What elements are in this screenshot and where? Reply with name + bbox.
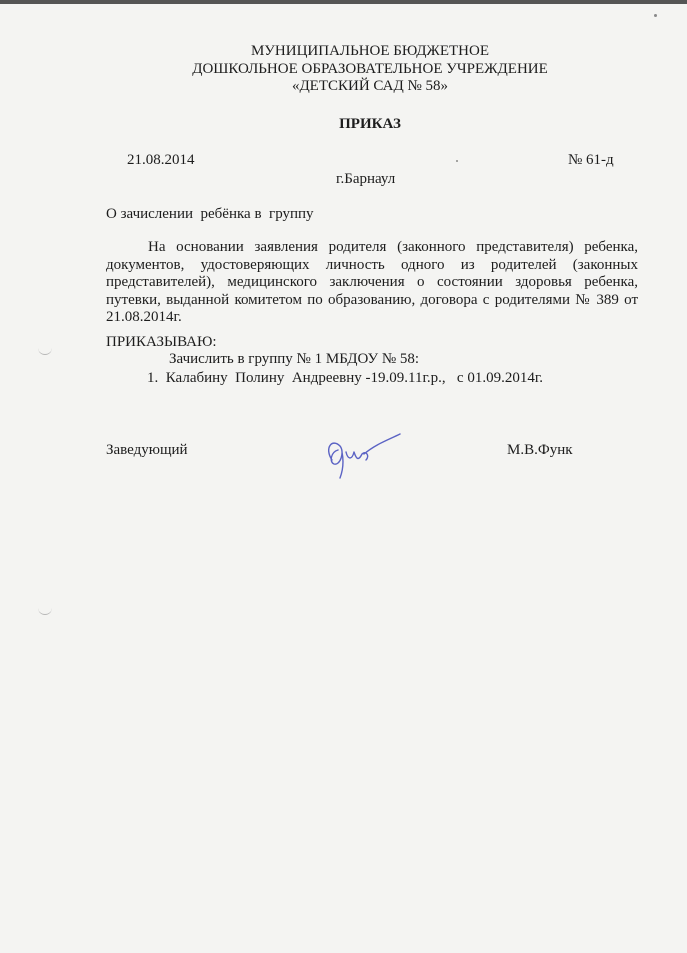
scan-speck [456,160,458,162]
punch-hole-mark [38,604,52,615]
signatory-position: Заведующий [106,442,188,458]
handwritten-signature [318,426,402,482]
document-number: № 61-д [568,152,614,168]
punch-hole-mark [38,344,52,355]
organization-line-3: «ДЕТСКИЙ САД № 58» [291,78,449,94]
organization-line-2: ДОШКОЛЬНОЕ ОБРАЗОВАТЕЛЬНОЕ УЧРЕЖДЕНИЕ [192,60,548,77]
organization-line-1: МУНИЦИПАЛЬНОЕ БЮДЖЕТНОЕ [250,43,490,59]
basis-paragraph: На основании заявления родителя (законного представителя) ребенка, документов, удостоверяющих личность одного из родителей (законных представителей), медицинского заключения о состоянии здоровья ребенка, путевки, выданной комитетом по образованию, договора с родителями № 389 от 21.08.2014г. [106,239,638,325]
enroll-instruction: Зачислить в группу № 1 МБДОУ № 58: [169,351,420,367]
scan-speck [654,14,657,17]
document-title: ПРИКАЗ [339,116,401,132]
document-date: 21.08.2014 [127,152,195,168]
decree-heading: ПРИКАЗЫВАЮ: [106,334,217,350]
organization-header [0,43,687,96]
document-subject: О зачислении ребёнка в группу [106,206,314,222]
document-city: г.Барнаул [336,171,396,187]
enroll-list-item: 1. Калабину Полину Андреевну -19.09.11г.р., с 01.09.2014г. [147,370,544,386]
scan-top-edge [0,0,687,4]
signatory-name: М.В.Функ [507,442,573,458]
